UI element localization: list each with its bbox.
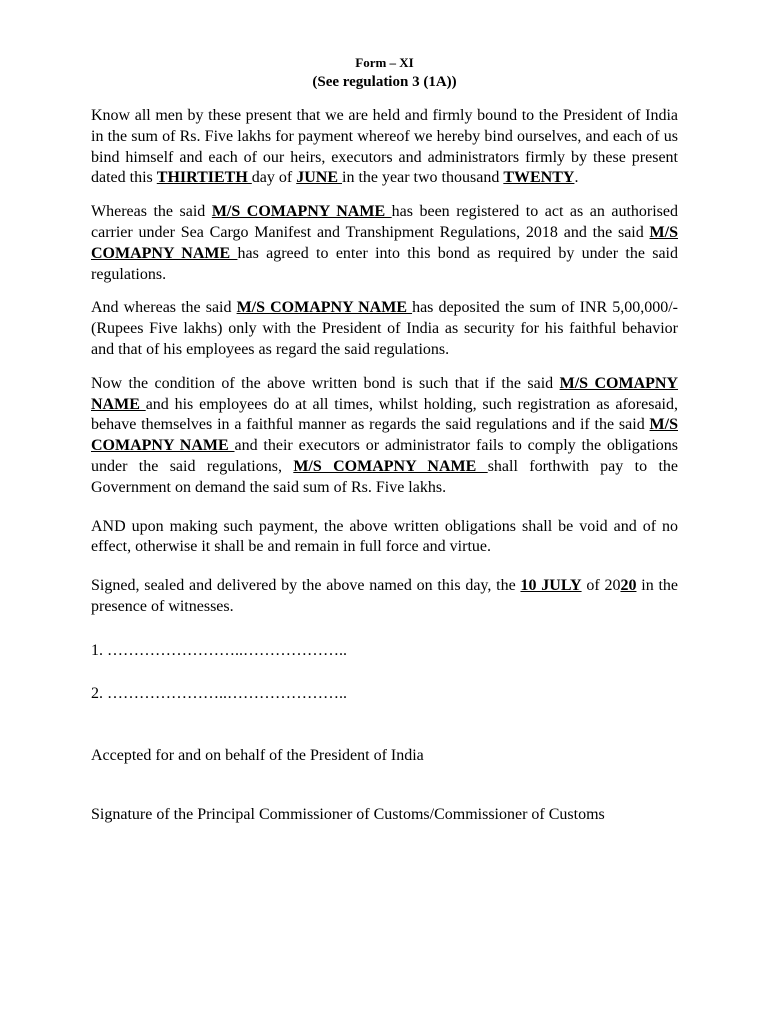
paragraph-payment-effect: AND upon making such payment, the above written obligations shall be void and of no effect, otherwise it shall be and remain in full force and virtue. (91, 517, 678, 556)
text: Whereas the said (91, 203, 212, 221)
acceptance-line: Accepted for and on behalf of the President of India (91, 746, 424, 764)
form-title: Form – XI (355, 55, 414, 70)
text: Signed, sealed and delivered by the above named on this day, the (91, 577, 521, 595)
witness-line-2: 2. …………………..………………….. (91, 684, 347, 702)
text: and their executors or administrator fails to comply the obligations under the said regulations, (91, 437, 678, 475)
text: Know all men by these present that we are held and firmly bound to the President of India in the sum of Rs. Five lakhs for payment whereof we hereby bind ourselves, and each of us bind himself and each of our heirs, executors and administrators firmly by these present dated this (91, 107, 678, 187)
text: and his employees do at all times, whilst holding, such registration as aforesaid, behave themselves in a faithful manner as regards the said regulations and if the said (91, 395, 679, 434)
company-name-field: M/S COMAPNY NAME (91, 416, 678, 455)
text: has deposited the sum of INR 5,00,000/- (Rupees Five lakhs) only with the President of India as security for his faithful behavior and that of his employees as regard the said regulations. (91, 299, 678, 358)
text: And whereas the said (91, 299, 237, 317)
paragraph-signed-sealed (91, 576, 678, 618)
signature-line: Signature of the Principal Commissioner of Customs/Commissioner of Customs (91, 805, 605, 823)
text: Now the condition of the above written bond is such that if the said (91, 374, 560, 392)
company-name-field: M/S COMAPNY NAME (236, 299, 413, 317)
form-subtitle: (See regulation 3 (1A)) (312, 74, 457, 90)
text: day of (251, 169, 297, 187)
text: shall forthwith pay to the Government on demand the said sum of Rs. Five lakhs. (91, 457, 679, 496)
paragraph-condition (91, 374, 678, 499)
text: has agreed to enter into this bond as required by under the said regulations. (91, 244, 679, 283)
text: in the presence of witnesses. (91, 577, 679, 615)
text: in the year two thousand (342, 169, 504, 187)
witness-line-1: 1. ……………………..……………….. (91, 641, 347, 659)
paragraph-bond-declaration (91, 106, 678, 189)
signing-date-field: 10 JULY (520, 577, 582, 595)
paragraph-registration (91, 202, 678, 285)
date-month-field: JUNE (296, 169, 343, 187)
company-name-field: M/S COMAPNY NAME (91, 223, 678, 262)
text: . (574, 169, 579, 187)
company-name-field: M/S COMAPNY NAME (91, 374, 679, 413)
date-day-field: THIRTIETH (156, 169, 252, 187)
date-year-field: TWENTY (503, 169, 575, 187)
company-name-field: M/S COMAPNY NAME (293, 457, 488, 475)
paragraph-deposit (91, 298, 678, 360)
bond-document (91, 54, 678, 825)
text: has been registered to act as an authorised carrier under Sea Cargo Manifest and Transhipment Regulations, 2018 and the said (91, 203, 679, 241)
company-name-field: M/S COMAPNY NAME (211, 203, 392, 221)
signing-year-field: 20 (620, 577, 637, 595)
text: of 20 (581, 577, 621, 595)
